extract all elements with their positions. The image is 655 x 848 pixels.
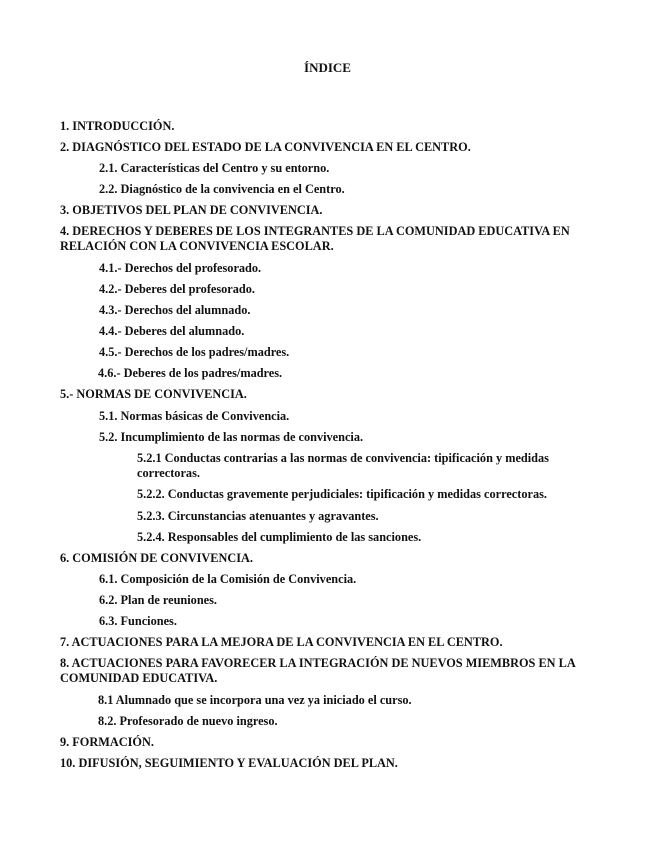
toc-entry-5-2: 5.2. Incumplimiento de las normas de convivencia. <box>99 430 364 444</box>
toc-entry-4-5: 4.5.- Derechos de los padres/madres. <box>99 345 290 359</box>
toc-entry-5-2-3: 5.2.3. Circunstancias atenuantes y agravantes. <box>137 509 379 523</box>
toc-entry-2-2: 2.2. Diagnóstico de la convivencia en el Centro. <box>99 182 345 196</box>
toc-entry-4: 4. DERECHOS Y DEBERES DE LOS INTEGRANTES DE LA COMUNIDAD EDUCATIVA EN RELACIÓN CON LA CONVIVENCIA ESCOLAR. <box>60 224 570 253</box>
toc-entry-4-4: 4.4.- Deberes del alumnado. <box>99 324 245 338</box>
toc-entry-4-2: 4.2.- Deberes del profesorado. <box>99 282 255 296</box>
toc-entry-8: 8. ACTUACIONES PARA FAVORECER LA INTEGRACIÓN DE NUEVOS MIEMBROS EN LA COMUNIDAD EDUCATIVA. <box>60 656 576 685</box>
toc-entry-4-1: 4.1.- Derechos del profesorado. <box>99 261 262 275</box>
toc-entry-10: 10. DIFUSIÓN, SEGUIMIENTO Y EVALUACIÓN DEL PLAN. <box>60 756 398 770</box>
toc-entry-9: 9. FORMACIÓN. <box>60 735 154 749</box>
toc-entry-6-2: 6.2. Plan de reuniones. <box>99 593 217 607</box>
toc-entry-5-2-1: 5.2.1 Conductas contrarias a las normas de convivencia: tipificación y medidas correctoras. <box>137 451 549 480</box>
toc-entry-5-2-2: 5.2.2. Conductas gravemente perjudiciales: tipificación y medidas correctoras. <box>137 487 547 501</box>
toc-entry-5-2-4: 5.2.4. Responsables del cumplimiento de las sanciones. <box>137 530 422 544</box>
toc-entry-5: 5.- NORMAS DE CONVIVENCIA. <box>60 387 247 401</box>
toc-entry-8-2: 8.2. Profesorado de nuevo ingreso. <box>98 714 278 728</box>
toc-entry-5-1: 5.1. Normas básicas de Convivencia. <box>99 409 290 423</box>
toc-entry-4-3: 4.3.- Derechos del alumnado. <box>99 303 251 317</box>
page-title: ÍNDICE <box>304 60 351 75</box>
toc-entry-2-1: 2.1. Características del Centro y su entorno. <box>99 161 330 175</box>
toc-entry-8-1: 8.1 Alumnado que se incorpora una vez ya iniciado el curso. <box>98 693 412 707</box>
toc-entry-7: 7. ACTUACIONES PARA LA MEJORA DE LA CONVIVENCIA EN EL CENTRO. <box>60 635 503 649</box>
toc-entry-2: 2. DIAGNÓSTICO DEL ESTADO DE LA CONVIVENCIA EN EL CENTRO. <box>60 140 471 154</box>
toc-entry-1: 1. INTRODUCCIÓN. <box>60 119 175 133</box>
toc-entry-6: 6. COMISIÓN DE CONVIVENCIA. <box>60 551 254 565</box>
toc-entry-6-1: 6.1. Composición de la Comisión de Convivencia. <box>99 572 357 586</box>
toc-entry-4-6: 4.6.- Deberes de los padres/madres. <box>98 366 283 380</box>
toc-entry-6-3: 6.3. Funciones. <box>99 614 177 628</box>
toc-entry-3: 3. OBJETIVOS DEL PLAN DE CONVIVENCIA. <box>60 203 323 217</box>
